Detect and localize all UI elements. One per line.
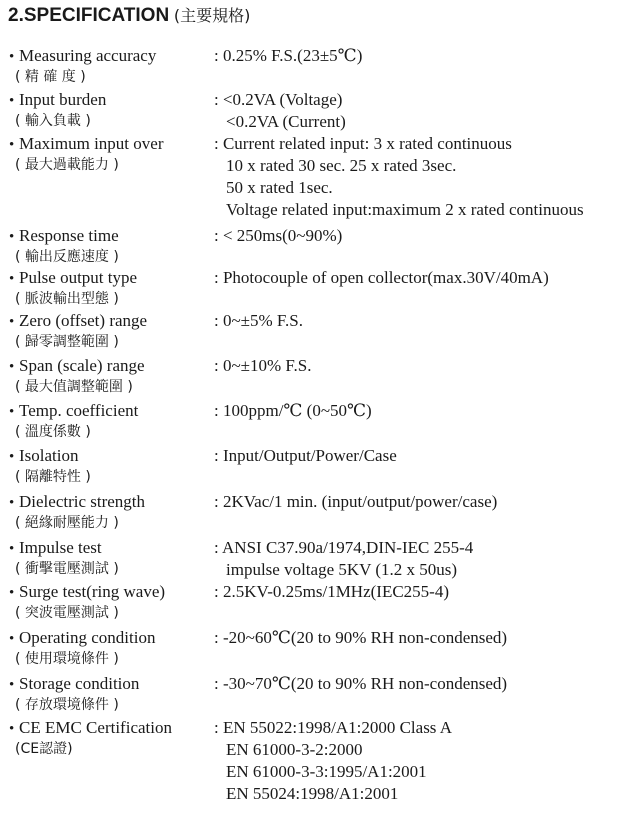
spec-values [214, 717, 452, 805]
spec-chinese-label: ( 輸出反應速度 ) [15, 249, 119, 265]
spec-value-line: : -20~60℃(20 to 90% RH non-condensed) [214, 628, 508, 647]
spec-value-line: : Input/Output/Power/Case [214, 446, 397, 465]
spec-name-label: Storage condition [19, 674, 140, 693]
spec-value-line: : Photocouple of open collector(max.30V/40mA) [214, 268, 549, 287]
spec-name [9, 627, 155, 650]
bullet-icon: • [9, 721, 15, 737]
spec-values [214, 673, 507, 695]
spec-chinese-label: ( 歸零調整範圍 ) [15, 334, 119, 350]
spec-name [9, 400, 138, 423]
spec-name [9, 355, 145, 378]
spec-name [9, 267, 137, 290]
spec-chinese-label: ( 絕緣耐壓能力 ) [15, 515, 119, 531]
spec-value-line: EN 55024:1998/A1:2001 [226, 784, 399, 803]
spec-value-line: <0.2VA (Current) [226, 112, 346, 131]
spec-chinese-label: ( 突波電壓測試 ) [15, 605, 119, 621]
spec-name-label: Measuring accuracy [19, 46, 157, 65]
spec-name-label: Span (scale) range [19, 356, 145, 375]
spec-name-label: Pulse output type [19, 268, 138, 287]
spec-values [214, 267, 549, 289]
spec-value-line: : < 250ms(0~90%) [214, 226, 343, 245]
spec-value-line: 10 x rated 30 sec. 25 x rated 3sec. [226, 156, 457, 175]
spec-chinese-label: ( 使用環境條件 ) [15, 651, 119, 667]
bullet-icon: • [9, 541, 15, 557]
spec-name [9, 45, 156, 68]
spec-value-line: EN 61000-3-2:2000 [226, 740, 363, 759]
bullet-icon: • [9, 677, 15, 693]
spec-value-line: : 0~±5% F.S. [214, 311, 303, 330]
spec-value-line: : 100ppm/℃ (0~50℃) [214, 401, 372, 420]
spec-values [214, 225, 342, 247]
title-english: 2.SPECIFICATION [8, 5, 170, 26]
spec-name [9, 717, 172, 740]
spec-chinese-label: ( 精 確 度 ) [15, 69, 86, 85]
spec-chinese-label: ( 脈波輸出型態 ) [15, 291, 119, 307]
bullet-icon: • [9, 495, 15, 511]
spec-values [214, 445, 397, 467]
bullet-icon: • [9, 449, 15, 465]
spec-values [214, 491, 497, 513]
spec-name-label: Dielectric strength [19, 492, 146, 511]
spec-name [9, 89, 106, 112]
spec-value-line: Voltage related input:maximum 2 x rated continuous [226, 200, 584, 219]
bullet-icon: • [9, 271, 15, 287]
spec-value-line: : Current related input: 3 x rated continuous [214, 134, 512, 153]
title-chinese: (主要規格) [173, 6, 251, 25]
spec-values [214, 45, 362, 67]
bullet-icon: • [9, 137, 15, 153]
spec-values [214, 627, 507, 649]
spec-value-line: : -30~70℃(20 to 90% RH non-condensed) [214, 674, 508, 693]
spec-chinese-label: ( 存放環境條件 ) [15, 697, 119, 713]
spec-chinese-label: ( 隔離特性 ) [15, 469, 91, 485]
bullet-icon: • [9, 314, 15, 330]
spec-value-line: : 0.25% F.S.(23±5℃) [214, 46, 363, 65]
spec-chinese-label: ( 最大過載能力 ) [15, 157, 119, 173]
spec-name-label: Response time [19, 226, 119, 245]
spec-values [214, 133, 584, 221]
bullet-icon: • [9, 93, 15, 109]
spec-value-line: : 2.5KV-0.25ms/1MHz(IEC255-4) [214, 582, 449, 601]
bullet-icon: • [9, 404, 15, 420]
spec-name [9, 581, 165, 604]
spec-name-label: Zero (offset) range [19, 311, 148, 330]
bullet-icon: • [9, 359, 15, 375]
spec-values [214, 537, 473, 581]
spec-name-label: Surge test(ring wave) [19, 582, 166, 601]
spec-value-line: : 0~±10% F.S. [214, 356, 312, 375]
spec-value-line: impulse voltage 5KV (1.2 x 50us) [226, 560, 458, 579]
spec-value-line: EN 61000-3-3:1995/A1:2001 [226, 762, 427, 781]
bullet-icon: • [9, 585, 15, 601]
spec-name [9, 310, 147, 333]
spec-values [214, 89, 346, 133]
page-title [8, 3, 250, 29]
spec-chinese-label: ( 衝擊電壓測試 ) [15, 561, 119, 577]
spec-values [214, 310, 303, 332]
spec-chinese-label: ( 最大值調整範圍 ) [15, 379, 133, 395]
spec-value-line: : 2KVac/1 min. (input/output/power/case) [214, 492, 498, 511]
bullet-icon: • [9, 631, 15, 647]
spec-name-label: Input burden [19, 90, 107, 109]
spec-chinese-label: ( 溫度係數 ) [15, 424, 91, 440]
spec-values [214, 581, 449, 603]
spec-name-label: CE EMC Certification [19, 718, 172, 737]
spec-name [9, 673, 139, 696]
spec-name-label: Temp. coefficient [19, 401, 139, 420]
spec-value-line: 50 x rated 1sec. [226, 178, 333, 197]
spec-name [9, 225, 119, 248]
spec-value-line: : ANSI C37.90a/1974,DIN-IEC 255-4 [214, 538, 474, 557]
spec-values [214, 400, 372, 422]
spec-name [9, 133, 163, 156]
spec-name-label: Isolation [19, 446, 79, 465]
spec-chinese-label: ( 輸入負載 ) [15, 113, 91, 129]
spec-value-line: : EN 55022:1998/A1:2000 Class A [214, 718, 453, 737]
spec-values [214, 355, 311, 377]
spec-chinese-label: (CE認證) [15, 741, 73, 757]
spec-name-label: Maximum input over [19, 134, 164, 153]
spec-name [9, 491, 145, 514]
bullet-icon: • [9, 49, 15, 65]
spec-name [9, 537, 102, 560]
spec-value-line: : <0.2VA (Voltage) [214, 90, 343, 109]
spec-name-label: Impulse test [19, 538, 102, 557]
spec-name [9, 445, 79, 468]
bullet-icon: • [9, 229, 15, 245]
spec-name-label: Operating condition [19, 628, 156, 647]
